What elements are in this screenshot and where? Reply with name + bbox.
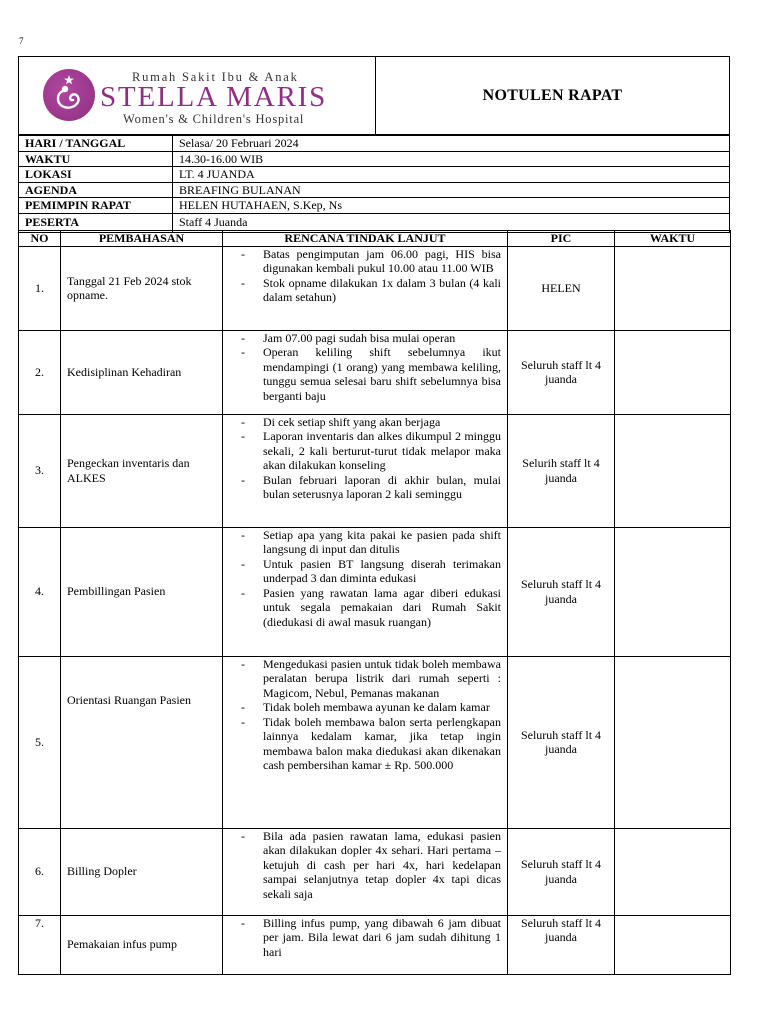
table-row <box>19 828 731 915</box>
table-row <box>19 527 731 656</box>
row-number: 2. <box>19 330 61 414</box>
row-pic: Selurih staff lt 4 juanda <box>508 414 615 527</box>
hospital-logo-icon <box>43 69 95 121</box>
row-time <box>615 915 731 974</box>
plan-list <box>229 331 501 404</box>
plan-item: - Operan keliling shift sebelumnya ikut mendampingi (1 orang) yang membawa keliling, tunggu semua selesai baru shift sebelumnya bisa berganti baju <box>229 345 501 403</box>
row-plan <box>223 656 508 828</box>
info-value: HELEN HUTAHAEN, S.Kep, Ns <box>173 198 730 214</box>
table-row <box>19 915 731 974</box>
plan-item: - Laporan inventaris dan alkes dikumpul 2 minggu sekali, 2 kali berturut-turut tidak melapor maka akan dilakukan konseling <box>229 429 501 473</box>
info-row <box>19 198 730 214</box>
plan-item: - Di cek setiap shift yang akan berjaga <box>229 415 501 430</box>
row-pic: Seluruh staff lt 4 juanda <box>508 656 615 828</box>
row-pic: Seluruh staff lt 4 juanda <box>508 527 615 656</box>
info-value: BREAFING BULANAN <box>173 182 730 198</box>
row-pic: Seluruh staff lt 4 juanda <box>508 915 615 974</box>
column-header-no: NO <box>19 231 61 247</box>
info-value: Selasa/ 20 Februari 2024 <box>173 136 730 152</box>
row-topic: Tanggal 21 Feb 2024 stok opname. <box>61 246 223 330</box>
info-label: PEMIMPIN RAPAT <box>19 198 173 214</box>
column-header-topic: PEMBAHASAN <box>61 231 223 247</box>
row-plan <box>223 828 508 915</box>
row-plan <box>223 414 508 527</box>
logo-tagline: Women's & Children's Hospital <box>123 112 305 126</box>
logo-cell <box>19 57 376 134</box>
plan-item: - Billing infus pump, yang dibawah 6 jam dibuat per jam. Bila lewat dari 6 jam sudah dihitung 1 hari <box>229 916 501 960</box>
row-time <box>615 414 731 527</box>
page-number: 7 <box>19 36 24 46</box>
info-row <box>19 136 730 152</box>
column-header-pic: PIC <box>508 231 615 247</box>
title-cell <box>376 57 729 134</box>
row-time <box>615 527 731 656</box>
row-number: 1. <box>19 246 61 330</box>
row-topic: Kedisiplinan Kehadiran <box>61 330 223 414</box>
plan-item: - Mengedukasi pasien untuk tidak boleh membawa peralatan berupa listrik dari rumah seperti : Magicom, Nebul, Pemanas makanan <box>229 657 501 701</box>
info-value: LT. 4 JUANDA <box>173 167 730 183</box>
row-time <box>615 656 731 828</box>
row-topic: Pengeckan inventaris dan ALKES <box>61 414 223 527</box>
row-plan <box>223 330 508 414</box>
plan-item: - Bulan februari laporan di akhir bulan, mulai bulan seterusnya laporan 2 kali seminggu <box>229 473 501 502</box>
row-topic: Pembillingan Pasien <box>61 527 223 656</box>
table-row <box>19 414 731 527</box>
logo-wordmark: STELLA MARIS <box>100 81 328 113</box>
column-header-time: WAKTU <box>615 231 731 247</box>
info-row <box>19 182 730 198</box>
info-label: AGENDA <box>19 182 173 198</box>
row-topic: Pemakaian infus pump <box>61 915 223 974</box>
plan-list <box>229 916 501 960</box>
column-header-plan: RENCANA TINDAK LANJUT <box>223 231 508 247</box>
plan-list <box>229 415 501 502</box>
row-pic: HELEN <box>508 246 615 330</box>
plan-item: - Untuk pasien BT langsung diserah terimakan underpad 3 dan diminta edukasi <box>229 557 501 586</box>
info-label: LOKASI <box>19 167 173 183</box>
info-label: PESERTA <box>19 213 173 232</box>
table-row <box>19 246 731 330</box>
info-value: 14.30-16.00 WIB <box>173 151 730 167</box>
row-number: 6. <box>19 828 61 915</box>
logo-subtitle: Rumah Sakit Ibu & Anak <box>132 70 299 84</box>
plan-item: - Setiap apa yang kita pakai ke pasien pada shift langsung di input dan ditulis <box>229 528 501 557</box>
plan-item: - Tidak boleh membawa balon serta perlengkapan lainnya kedalam kamar, jika tetap ingin membawa balon maka diedukasi akan dikenakan cash pembersihan kamar ± Rp. 500.000 <box>229 715 501 773</box>
meeting-info-table <box>18 135 730 233</box>
plan-list <box>229 247 501 305</box>
row-number: 7. <box>19 915 61 974</box>
plan-item: - Bila ada pasien rawatan lama, edukasi pasien akan dilakukan dopler 4x sehari. Hari pertama – ketujuh di cash per hari 4x, hari kedelapan sampai selanjutnya tetap dopler 4x tapi dicas sekali saja <box>229 829 501 902</box>
row-topic: Orientasi Ruangan Pasien <box>61 656 223 828</box>
plan-list <box>229 657 501 773</box>
info-label: HARI / TANGGAL <box>19 136 173 152</box>
plan-list <box>229 528 501 630</box>
row-number: 5. <box>19 656 61 828</box>
info-label: WAKTU <box>19 151 173 167</box>
row-plan <box>223 915 508 974</box>
row-time <box>615 246 731 330</box>
table-row <box>19 330 731 414</box>
plan-item: - Jam 07.00 pagi sudah bisa mulai operan <box>229 331 501 346</box>
row-topic: Billing Dopler <box>61 828 223 915</box>
row-number: 4. <box>19 527 61 656</box>
plan-item: - Batas pengimputan jam 06.00 pagi, HIS bisa digunakan kembali pukul 10.00 atau 11.00 WIB <box>229 247 501 276</box>
table-row <box>19 656 731 828</box>
info-value: Staff 4 Juanda <box>173 213 730 232</box>
row-plan <box>223 527 508 656</box>
document-header <box>18 56 730 135</box>
document-title: NOTULEN RAPAT <box>482 86 623 104</box>
table-header-row <box>19 231 731 247</box>
minutes-table <box>18 230 731 975</box>
plan-list <box>229 829 501 902</box>
plan-item: - Tidak boleh membawa ayunan ke dalam kamar <box>229 700 501 715</box>
info-row <box>19 167 730 183</box>
table-body <box>19 246 731 974</box>
plan-item: - Stok opname dilakukan 1x dalam 3 bulan (4 kali dalam setahun) <box>229 276 501 305</box>
row-time <box>615 828 731 915</box>
row-time <box>615 330 731 414</box>
row-pic: Seluruh staff lt 4 juanda <box>508 330 615 414</box>
row-plan <box>223 246 508 330</box>
info-row <box>19 151 730 167</box>
row-pic: Seluruh staff lt 4 juanda <box>508 828 615 915</box>
plan-item: - Pasien yang rawatan lama agar diberi edukasi untuk segala pemakaian dari Rumah Sakit (diedukasi di awal masuk ruangan) <box>229 586 501 630</box>
row-number: 3. <box>19 414 61 527</box>
